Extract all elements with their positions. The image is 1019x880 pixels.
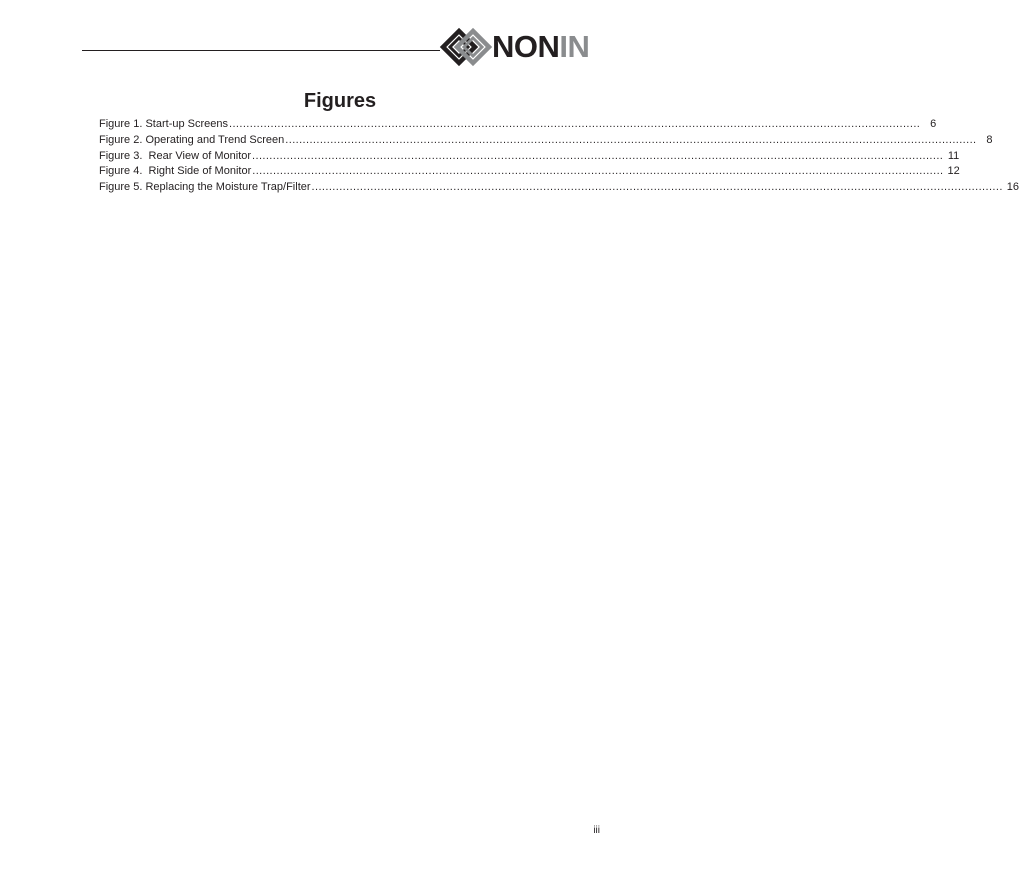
toc-entry-page: 8 [986,133,993,146]
nonin-diamonds-icon [441,29,491,65]
toc-dot-leader: ........................................................................................................................................................................................................ [311,181,1003,194]
toc-entry-page: 6 [930,118,937,130]
nonin-logo [441,29,589,65]
page-title: Figures [303,90,377,112]
toc-entry-label: Figure 5. Replacing the Moisture Trap/Filter [99,181,311,194]
toc-entry[interactable] [99,133,993,149]
toc-entry[interactable] [99,117,937,133]
logo-word-dark: NON [492,29,560,64]
toc-dot-leader: ........................................................................................................................................................................................................ [252,149,944,162]
toc-dot-leader: ........................................................................................................................................................................................................ [285,133,977,146]
toc-entry-label: Figure 3. Rear View of Monitor [99,149,252,162]
toc-entry-label: Figure 1. Start-up Screens [99,118,229,130]
toc-entry[interactable] [99,149,960,165]
toc-dot-leader: ........................................................................................................................................................................................................ [252,165,944,178]
toc-entry-page: 16 [1006,181,1019,194]
logo-wordmark [492,29,589,65]
toc-entry-label: Figure 4. Right Side of Monitor [99,165,252,178]
toc-entry-page: 12 [947,165,960,178]
header-rule [82,50,440,51]
toc-dot-leader: ........................................................................................................................................................................................................ [229,118,921,130]
toc-entry[interactable] [99,164,960,180]
figures-list [99,117,1019,196]
logo-word-gray: IN [559,29,590,64]
page-number: iii [593,825,600,836]
toc-entry-label: Figure 2. Operating and Trend Screen [99,133,285,146]
toc-entry-page: 11 [947,149,960,162]
toc-entry[interactable] [99,180,1019,196]
